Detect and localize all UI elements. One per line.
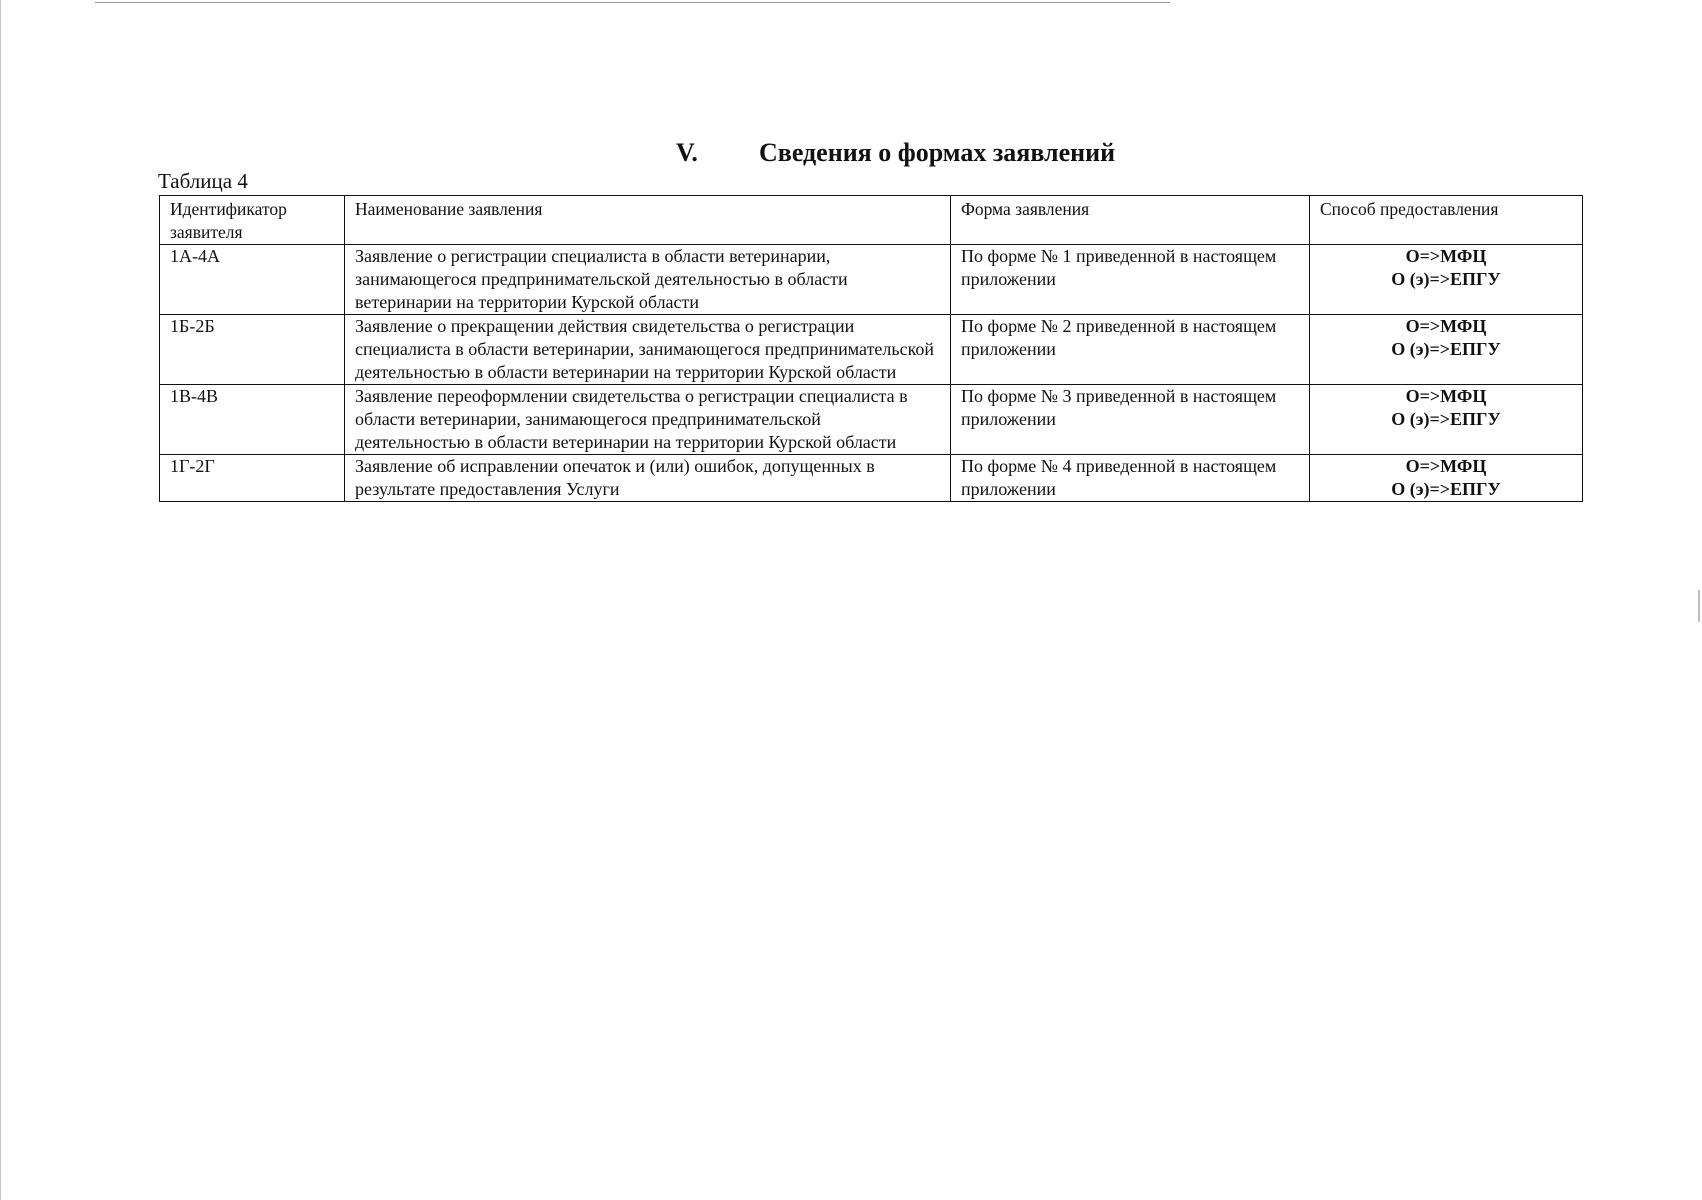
table-caption: Таблица 4 (158, 169, 248, 193)
submission-method-epgu: О (э)=>ЕПГУ (1391, 269, 1501, 289)
scan-top-line (95, 2, 1170, 3)
table-header-row (160, 196, 1583, 245)
header-application-form: Форма заявления (951, 196, 1310, 245)
section-heading (0, 135, 1702, 171)
application-forms-table (159, 195, 1583, 502)
submission-method (1310, 315, 1583, 385)
submission-method (1310, 385, 1583, 455)
header-applicant-id: Идентификатор заявителя (160, 196, 345, 245)
scan-edge-mark (1698, 590, 1700, 622)
application-name: Заявление об исправлении опечаток и (или) ошибок, допущенных в результате предоставления Услуги (345, 455, 951, 502)
application-form: По форме № 1 приведенной в настоящем приложении (951, 245, 1310, 315)
submission-method-mfc: О=>МФЦ (1405, 456, 1487, 476)
submission-method (1310, 245, 1583, 315)
applicant-id: 1А-4А (160, 245, 345, 315)
application-name: Заявление о прекращении действия свидетельства о регистрации специалиста в области ветеринарии, занимающегося предпринимательской деятельностью в области ветеринарии на территории Курской области (345, 315, 951, 385)
submission-method (1310, 455, 1583, 502)
section-number: V. (676, 138, 698, 167)
table-row (160, 245, 1583, 315)
table-row (160, 385, 1583, 455)
table-row (160, 315, 1583, 385)
scan-left-edge (0, 0, 1, 1200)
application-name: Заявление о регистрации специалиста в области ветеринарии, занимающегося предпринимательской деятельностью в области ветеринарии на территории Курской области (345, 245, 951, 315)
submission-method-mfc: О=>МФЦ (1405, 316, 1487, 336)
applicant-id: 1Б-2Б (160, 315, 345, 385)
header-submission-method: Способ предоставления (1310, 196, 1583, 245)
section-title: Сведения о формах заявлений (759, 138, 1116, 167)
submission-method-mfc: О=>МФЦ (1405, 386, 1487, 406)
submission-method-epgu: О (э)=>ЕПГУ (1391, 339, 1501, 359)
application-form: По форме № 2 приведенной в настоящем приложении (951, 315, 1310, 385)
submission-method-epgu: О (э)=>ЕПГУ (1391, 479, 1501, 499)
applicant-id: 1Г-2Г (160, 455, 345, 502)
application-form: По форме № 4 приведенной в настоящем приложении (951, 455, 1310, 502)
submission-method-epgu: О (э)=>ЕПГУ (1391, 409, 1501, 429)
application-name: Заявление переоформлении свидетельства о регистрации специалиста в области ветеринарии, занимающегося предпринимательской деятельностью в области ветеринарии на территории Курской области (345, 385, 951, 455)
header-application-name: Наименование заявления (345, 196, 951, 245)
applicant-id: 1В-4В (160, 385, 345, 455)
submission-method-mfc: О=>МФЦ (1405, 246, 1487, 266)
table-row (160, 455, 1583, 502)
application-form: По форме № 3 приведенной в настоящем приложении (951, 385, 1310, 455)
